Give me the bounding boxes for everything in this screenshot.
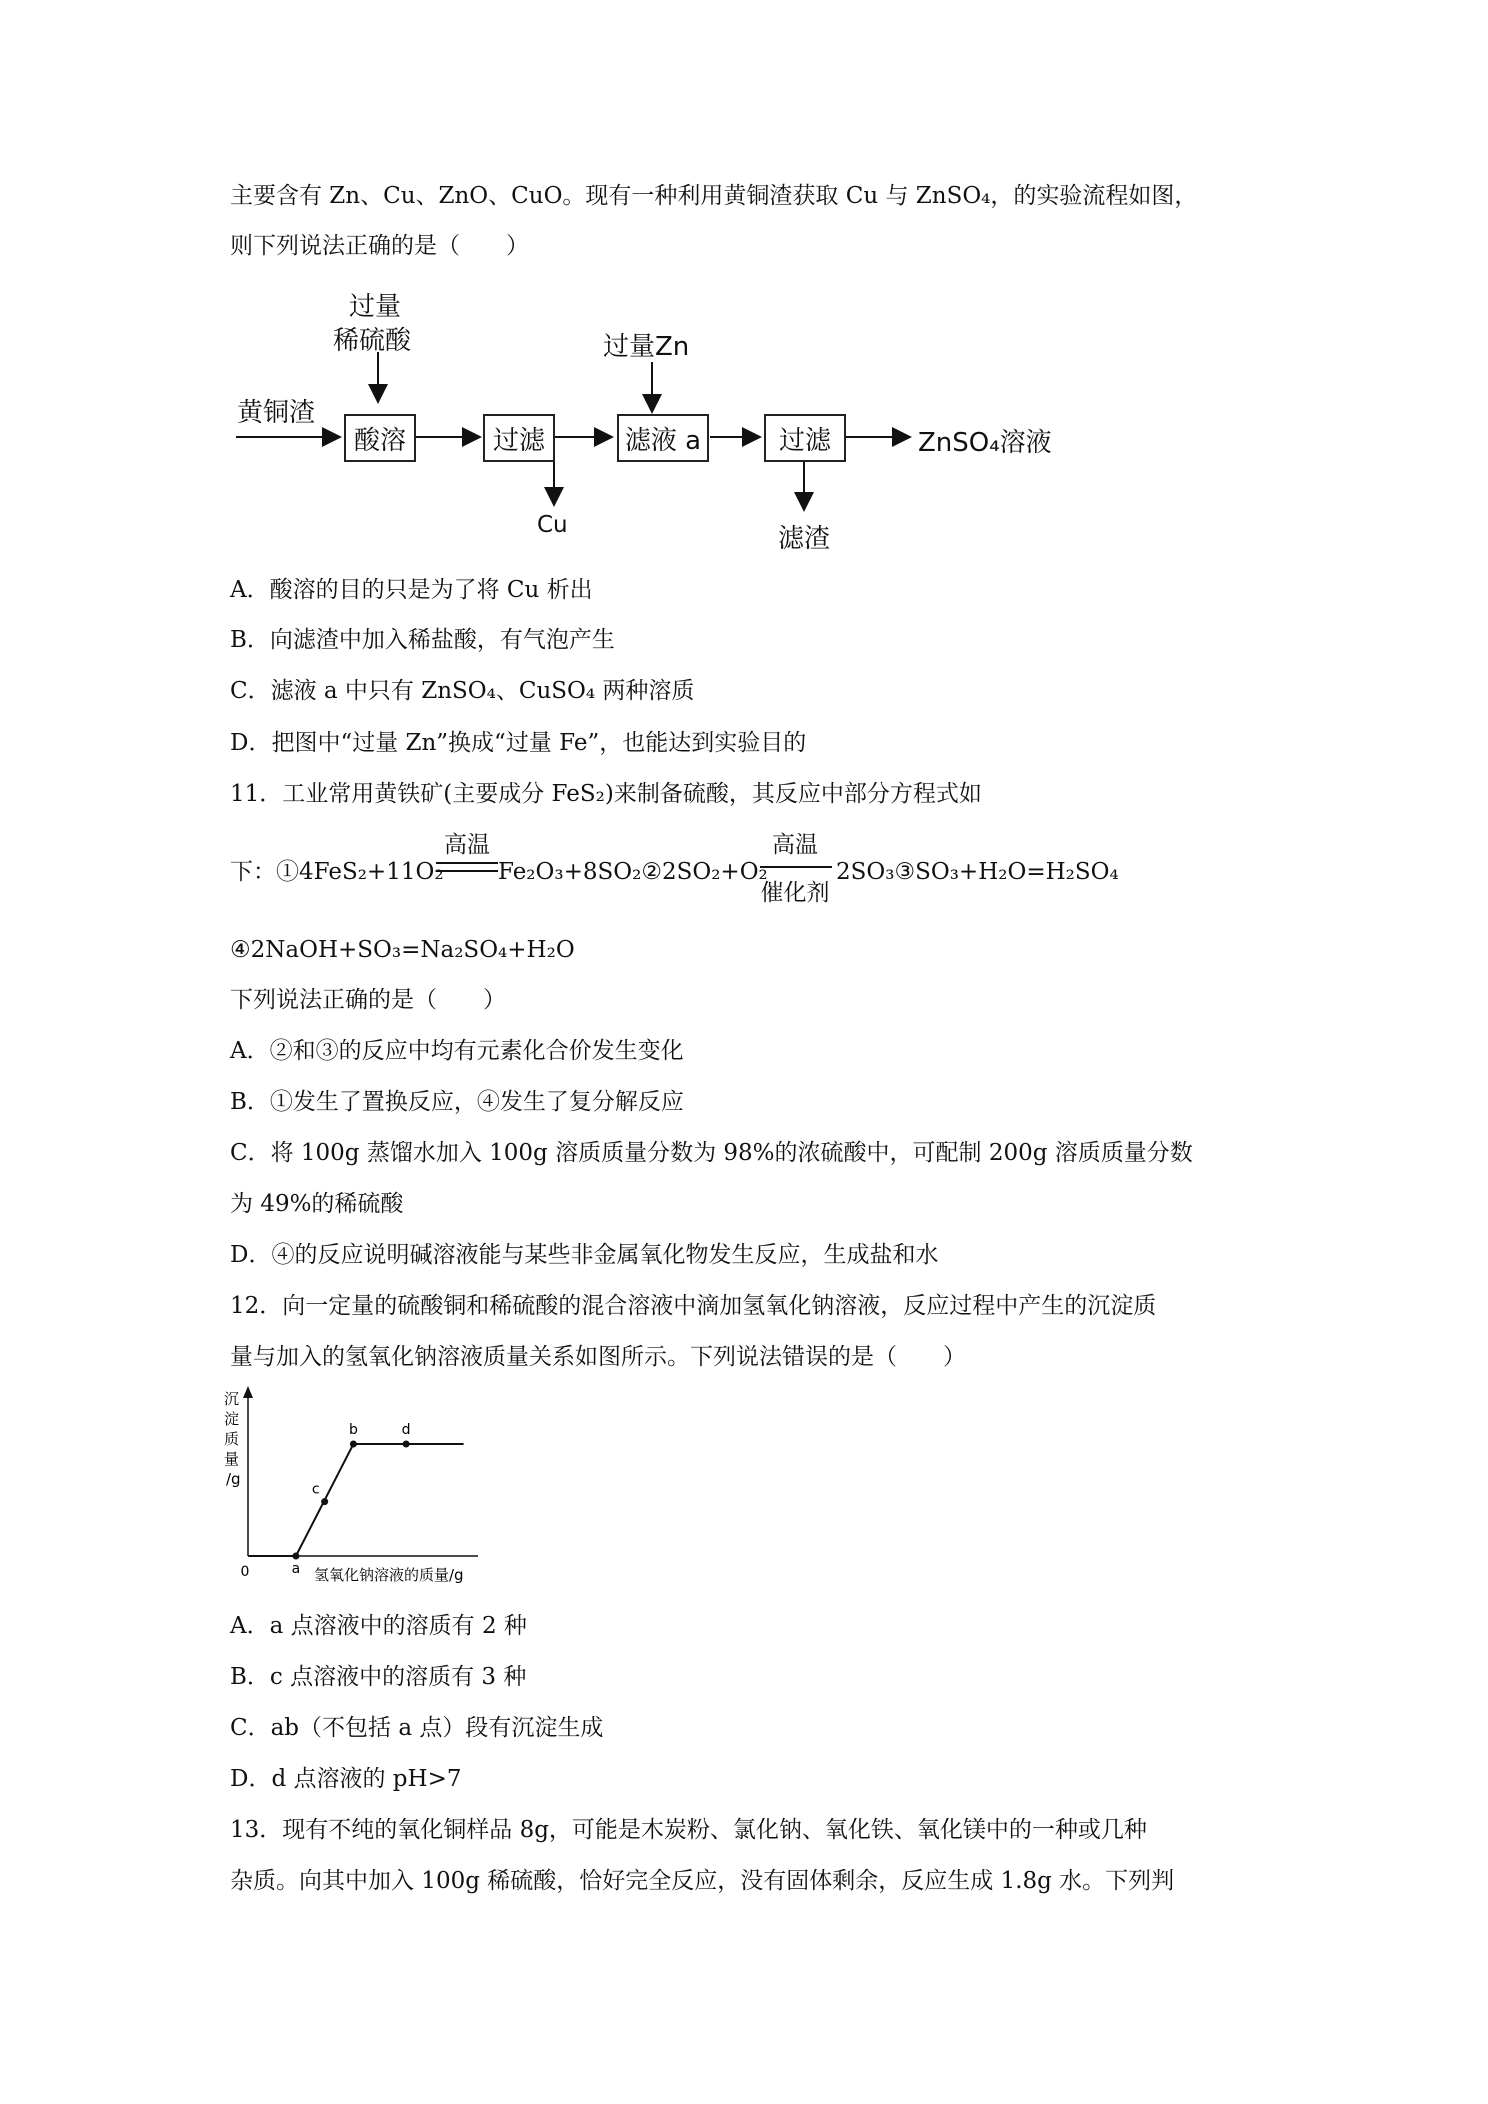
q10-option-d: D．把图中“过量 Zn”换成“过量 Fe”，也能达到实验目的 bbox=[230, 730, 807, 756]
q11-option-c-line2: 为 49%的稀硫酸 bbox=[230, 1191, 404, 1217]
point-label-c: c bbox=[311, 1481, 320, 1498]
q11-cond1: 高温 bbox=[444, 832, 490, 858]
flow-box-filter-2: 过滤 bbox=[764, 414, 846, 462]
q11-option-a: A．②和③的反应中均有元素化合价发生变化 bbox=[230, 1038, 684, 1064]
q11-cond2-bottom: 催化剂 bbox=[760, 880, 830, 906]
y-axis-label-1: 沉 bbox=[224, 1390, 240, 1408]
series-line-0 bbox=[248, 1444, 464, 1556]
y-axis-label-4: 量 bbox=[224, 1450, 240, 1468]
flow-output-residue: 滤渣 bbox=[778, 524, 831, 554]
point-c bbox=[321, 1498, 328, 1505]
q11-option-b: B．①发生了置换反应，④发生了复分解反应 bbox=[230, 1089, 684, 1115]
q11-eq-mid2: 2SO₃③SO₃+H₂O=H₂SO₄ bbox=[836, 859, 1119, 885]
point-b bbox=[350, 1441, 357, 1448]
y-axis-arrow bbox=[243, 1386, 253, 1398]
q10-option-a: A．酸溶的目的只是为了将 Cu 析出 bbox=[230, 577, 593, 603]
intro-line-1: 主要含有 Zn、Cu、ZnO、CuO。现有一种利用黄铜渣获取 Cu 与 ZnSO₄，的实验流程如图， bbox=[230, 183, 1198, 209]
point-label-d: d bbox=[401, 1422, 411, 1438]
origin-label: 0 bbox=[240, 1564, 250, 1580]
flow-reagent2-label: 过量Zn bbox=[603, 332, 690, 362]
y-axis-label-5: /g bbox=[226, 1470, 241, 1488]
q13-stem-line2: 杂质。向其中加入 100g 稀硫酸，恰好完全反应，没有固体剩余，反应生成 1.8g 水。下列判 bbox=[230, 1868, 1175, 1894]
y-axis-label-3: 质 bbox=[224, 1430, 240, 1448]
point-label-a: a bbox=[291, 1561, 301, 1577]
y-axis-label-2: 淀 bbox=[224, 1410, 240, 1428]
q11-option-d: D．④的反应说明碱溶液能与某些非金属氧化物发生反应，生成盐和水 bbox=[230, 1242, 939, 1268]
intro-line-2: 则下列说法正确的是（ ） bbox=[230, 233, 529, 259]
q12-stem-line1: 12．向一定量的硫酸铜和稀硫酸的混合溶液中滴加氢氧化钠溶液，反应过程中产生的沉淀质 bbox=[230, 1293, 1157, 1319]
q12-option-c: C．ab（不包括 a 点）段有沉淀生成 bbox=[230, 1715, 604, 1741]
q11-option-c-line1: C．将 100g 蒸馏水加入 100g 溶质质量分数为 98%的浓硫酸中，可配制 200g 溶质质量分数 bbox=[230, 1140, 1193, 1166]
q11-ask: 下列说法正确的是（ ） bbox=[230, 987, 506, 1013]
flow-reagent1-line2: 稀硫酸 bbox=[333, 326, 412, 356]
flow-product-label: ZnSO₄溶液 bbox=[918, 428, 1052, 458]
x-axis-label: 氢氧化钠溶液的质量/g bbox=[314, 1566, 464, 1584]
q12-option-b: B．c 点溶液中的溶质有 3 种 bbox=[230, 1664, 527, 1690]
q10-option-c: C．滤液 a 中只有 ZnSO₄、CuSO₄ 两种溶质 bbox=[230, 678, 695, 704]
q13-stem-line1: 13．现有不纯的氧化铜样品 8g，可能是木炭粉、氯化钠、氧化铁、氧化镁中的一种或几种 bbox=[230, 1817, 1147, 1843]
q11-eq4: ④2NaOH+SO₃=Na₂SO₄+H₂O bbox=[230, 937, 575, 963]
q12-option-d: D．d 点溶液的 pH>7 bbox=[230, 1766, 462, 1792]
flow-box-filter-1: 过滤 bbox=[483, 414, 555, 462]
flow-box-filtrate-a: 滤液 a bbox=[617, 414, 709, 462]
flow-input-label: 黄铜渣 bbox=[237, 398, 316, 428]
q12-stem-line2: 量与加入的氢氧化钠溶液质量关系如图所示。下列说法错误的是（ ） bbox=[230, 1344, 966, 1370]
q11-stem: 11．工业常用黄铁矿(主要成分 FeS₂)来制备硫酸，其反应中部分方程式如 bbox=[230, 781, 982, 807]
flow-reagent1-line1: 过量 bbox=[349, 292, 402, 322]
point-d bbox=[403, 1441, 410, 1448]
q12-option-a: A．a 点溶液中的溶质有 2 种 bbox=[230, 1613, 527, 1639]
point-label-b: b bbox=[348, 1422, 358, 1438]
q10-option-b: B．向滤渣中加入稀盐酸，有气泡产生 bbox=[230, 627, 615, 653]
flow-output-cu: Cu bbox=[537, 512, 568, 538]
flow-box-acid-dissolve: 酸溶 bbox=[344, 414, 416, 462]
q11-eq-prefix: 下：①4FeS₂+11O₂ bbox=[230, 859, 444, 885]
q11-eq-mid1: Fe₂O₃+8SO₂②2SO₂+O₂ bbox=[498, 859, 768, 885]
q11-cond2-top: 高温 bbox=[772, 832, 818, 858]
point-a bbox=[292, 1553, 299, 1560]
